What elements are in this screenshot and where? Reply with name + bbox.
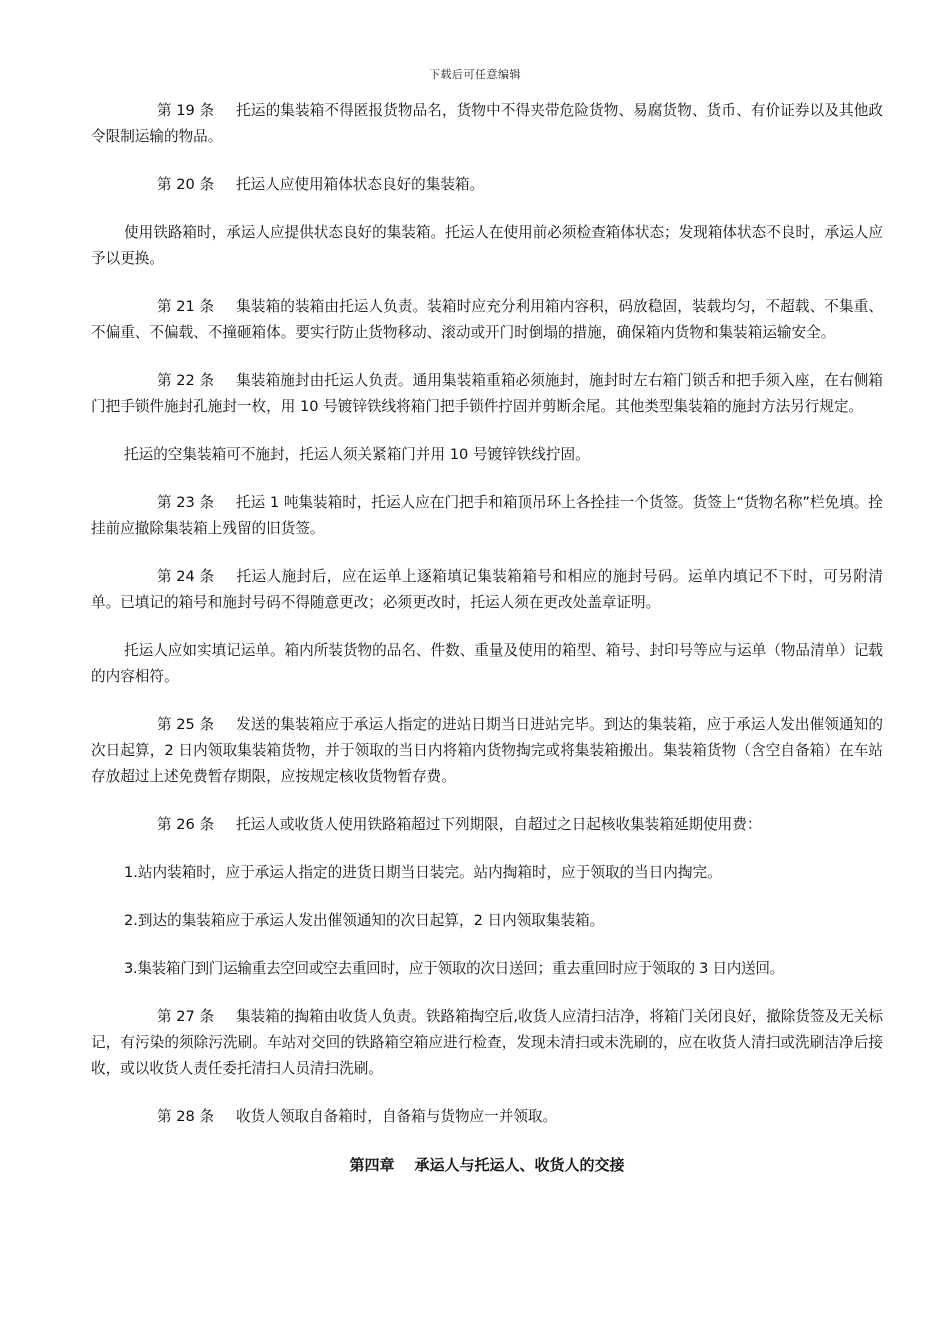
paragraph-text: 托运的集装箱不得匿报货物品名，货物中不得夹带危险货物、易腐货物、货币、有价证券以及其他政令限制运输的物品。: [91, 102, 883, 145]
paragraph-article-26: [91, 812, 883, 838]
paragraph-article-24-detail: [91, 638, 883, 690]
paragraph-text: 集装箱的装箱由托运人负责。装箱时应充分利用箱内容积，码放稳固，装载均匀，不超载、不集重、不偏重、不偏载、不撞砸箱体。要实行防止货物移动、滚动或开门时倒塌的措施，确保箱内货物和集装箱运输安全。: [91, 298, 883, 341]
paragraph-text: 托运人应如实填记运单。箱内所装货物的品名、件数、重量及使用的箱型、箱号、封印号等应与运单（物品清单）记载的内容相符。: [91, 642, 883, 685]
paragraph-text: 托运 1 吨集装箱时，托运人应在门把手和箱顶吊环上各拴挂一个货签。货签上“货物名称”栏免填。拴挂前应撤除集装箱上残留的旧货签。: [91, 494, 883, 537]
header-note: 下载后可任意编辑: [429, 68, 521, 81]
paragraph-text: 收货人领取自备箱时，自备箱与货物应一并领取。: [236, 1108, 558, 1125]
paragraph-article-21: [91, 294, 883, 346]
paragraph-text: 2.到达的集装箱应于承运人发出催领通知的次日起算，2 日内领取集装箱。: [124, 912, 605, 929]
chapter-title: 承运人与托运人、收货人的交接: [414, 1156, 625, 1174]
article-number: 第 19 条: [157, 102, 215, 119]
article-number: 第 22 条: [157, 372, 215, 389]
paragraph-text: 托运人施封后，应在运单上逐箱填记集装箱箱号和相应的施封号码。运单内填记不下时，可另附清单。已填记的箱号和施封号码不得随意更改；必须更改时，托运人须在更改处盖章证明。: [91, 568, 883, 611]
paragraph-article-23: [91, 490, 883, 542]
paragraph-article-25: [91, 712, 883, 790]
paragraph-text: 3.集装箱门到门运输重去空回或空去重回时，应于领取的次日送回；重去重回时应于领取的 3 日内送回。: [124, 960, 784, 977]
paragraph-article-22-detail: [91, 442, 883, 468]
article-number: 第 20 条: [157, 176, 215, 193]
paragraph-text: 发送的集装箱应于承运人指定的进站日期当日进站完毕。到达的集装箱，应于承运人发出催领通知的次日起算，2 日内领取集装箱货物，并于领取的当日内将箱内货物掏完或将集装箱搬出。集装箱货物（含空自备箱）在车站存放超过上述免费暂存期限，应按规定核收货物暂存费。: [91, 716, 883, 785]
article-number: 第 24 条: [157, 568, 215, 585]
paragraph-text: 托运人应使用箱体状态良好的集装箱。: [236, 176, 485, 193]
paragraph-article-20: [91, 172, 883, 198]
paragraph-text: 托运人或收货人使用铁路箱超过下列期限，自超过之日起核收集装箱延期使用费：: [236, 816, 762, 833]
paragraph-article-24: [91, 564, 883, 616]
chapter-heading: [91, 1152, 883, 1178]
article-number: 第 21 条: [157, 298, 215, 315]
chapter-number: 第四章: [349, 1156, 395, 1174]
paragraph-article-19: [91, 98, 883, 150]
list-item-1: [91, 860, 883, 886]
paragraph-article-27: [91, 1004, 883, 1082]
article-number: 第 23 条: [157, 494, 215, 511]
paragraph-text: 集装箱施封由托运人负责。通用集装箱重箱必须施封，施封时左右箱门锁舌和把手须入座，在右侧箱门把手锁件施封孔施封一枚，用 10 号镀锌铁线将箱门把手锁件拧固并剪断余尾。其他类型集装箱的施封方法另行规定。: [91, 372, 883, 415]
paragraph-text: 使用铁路箱时，承运人应提供状态良好的集装箱。托运人在使用前必须检查箱体状态；发现箱体状态不良时，承运人应予以更换。: [91, 224, 883, 267]
paragraph-article-20-detail: [91, 220, 883, 272]
article-number: 第 28 条: [157, 1108, 215, 1125]
list-item-3: [91, 956, 883, 982]
paragraph-text: 托运的空集装箱可不施封，托运人须关紧箱门并用 10 号镀锌铁线拧固。: [124, 446, 590, 463]
paragraph-article-28: [91, 1104, 883, 1130]
paragraph-article-22: [91, 368, 883, 420]
paragraph-text: 集装箱的掏箱由收货人负责。铁路箱掏空后,收货人应清扫洁净，将箱门关闭良好，撤除货签及无关标记，有污染的须除污洗刷。车站对交回的铁路箱空箱应进行检查，发现未清扫或未洗刷的，应在收货人清扫或洗刷洁净后接收，或以收货人责任委托清扫人员清扫洗刷。: [91, 1008, 883, 1077]
article-number: 第 26 条: [157, 816, 215, 833]
article-number: 第 27 条: [157, 1008, 215, 1025]
paragraph-text: 1.站内装箱时，应于承运人指定的进货日期当日装完。站内掏箱时，应于领取的当日内掏完。: [124, 864, 722, 881]
document-body: [91, 98, 883, 1178]
article-number: 第 25 条: [157, 716, 215, 733]
list-item-2: [91, 908, 883, 934]
